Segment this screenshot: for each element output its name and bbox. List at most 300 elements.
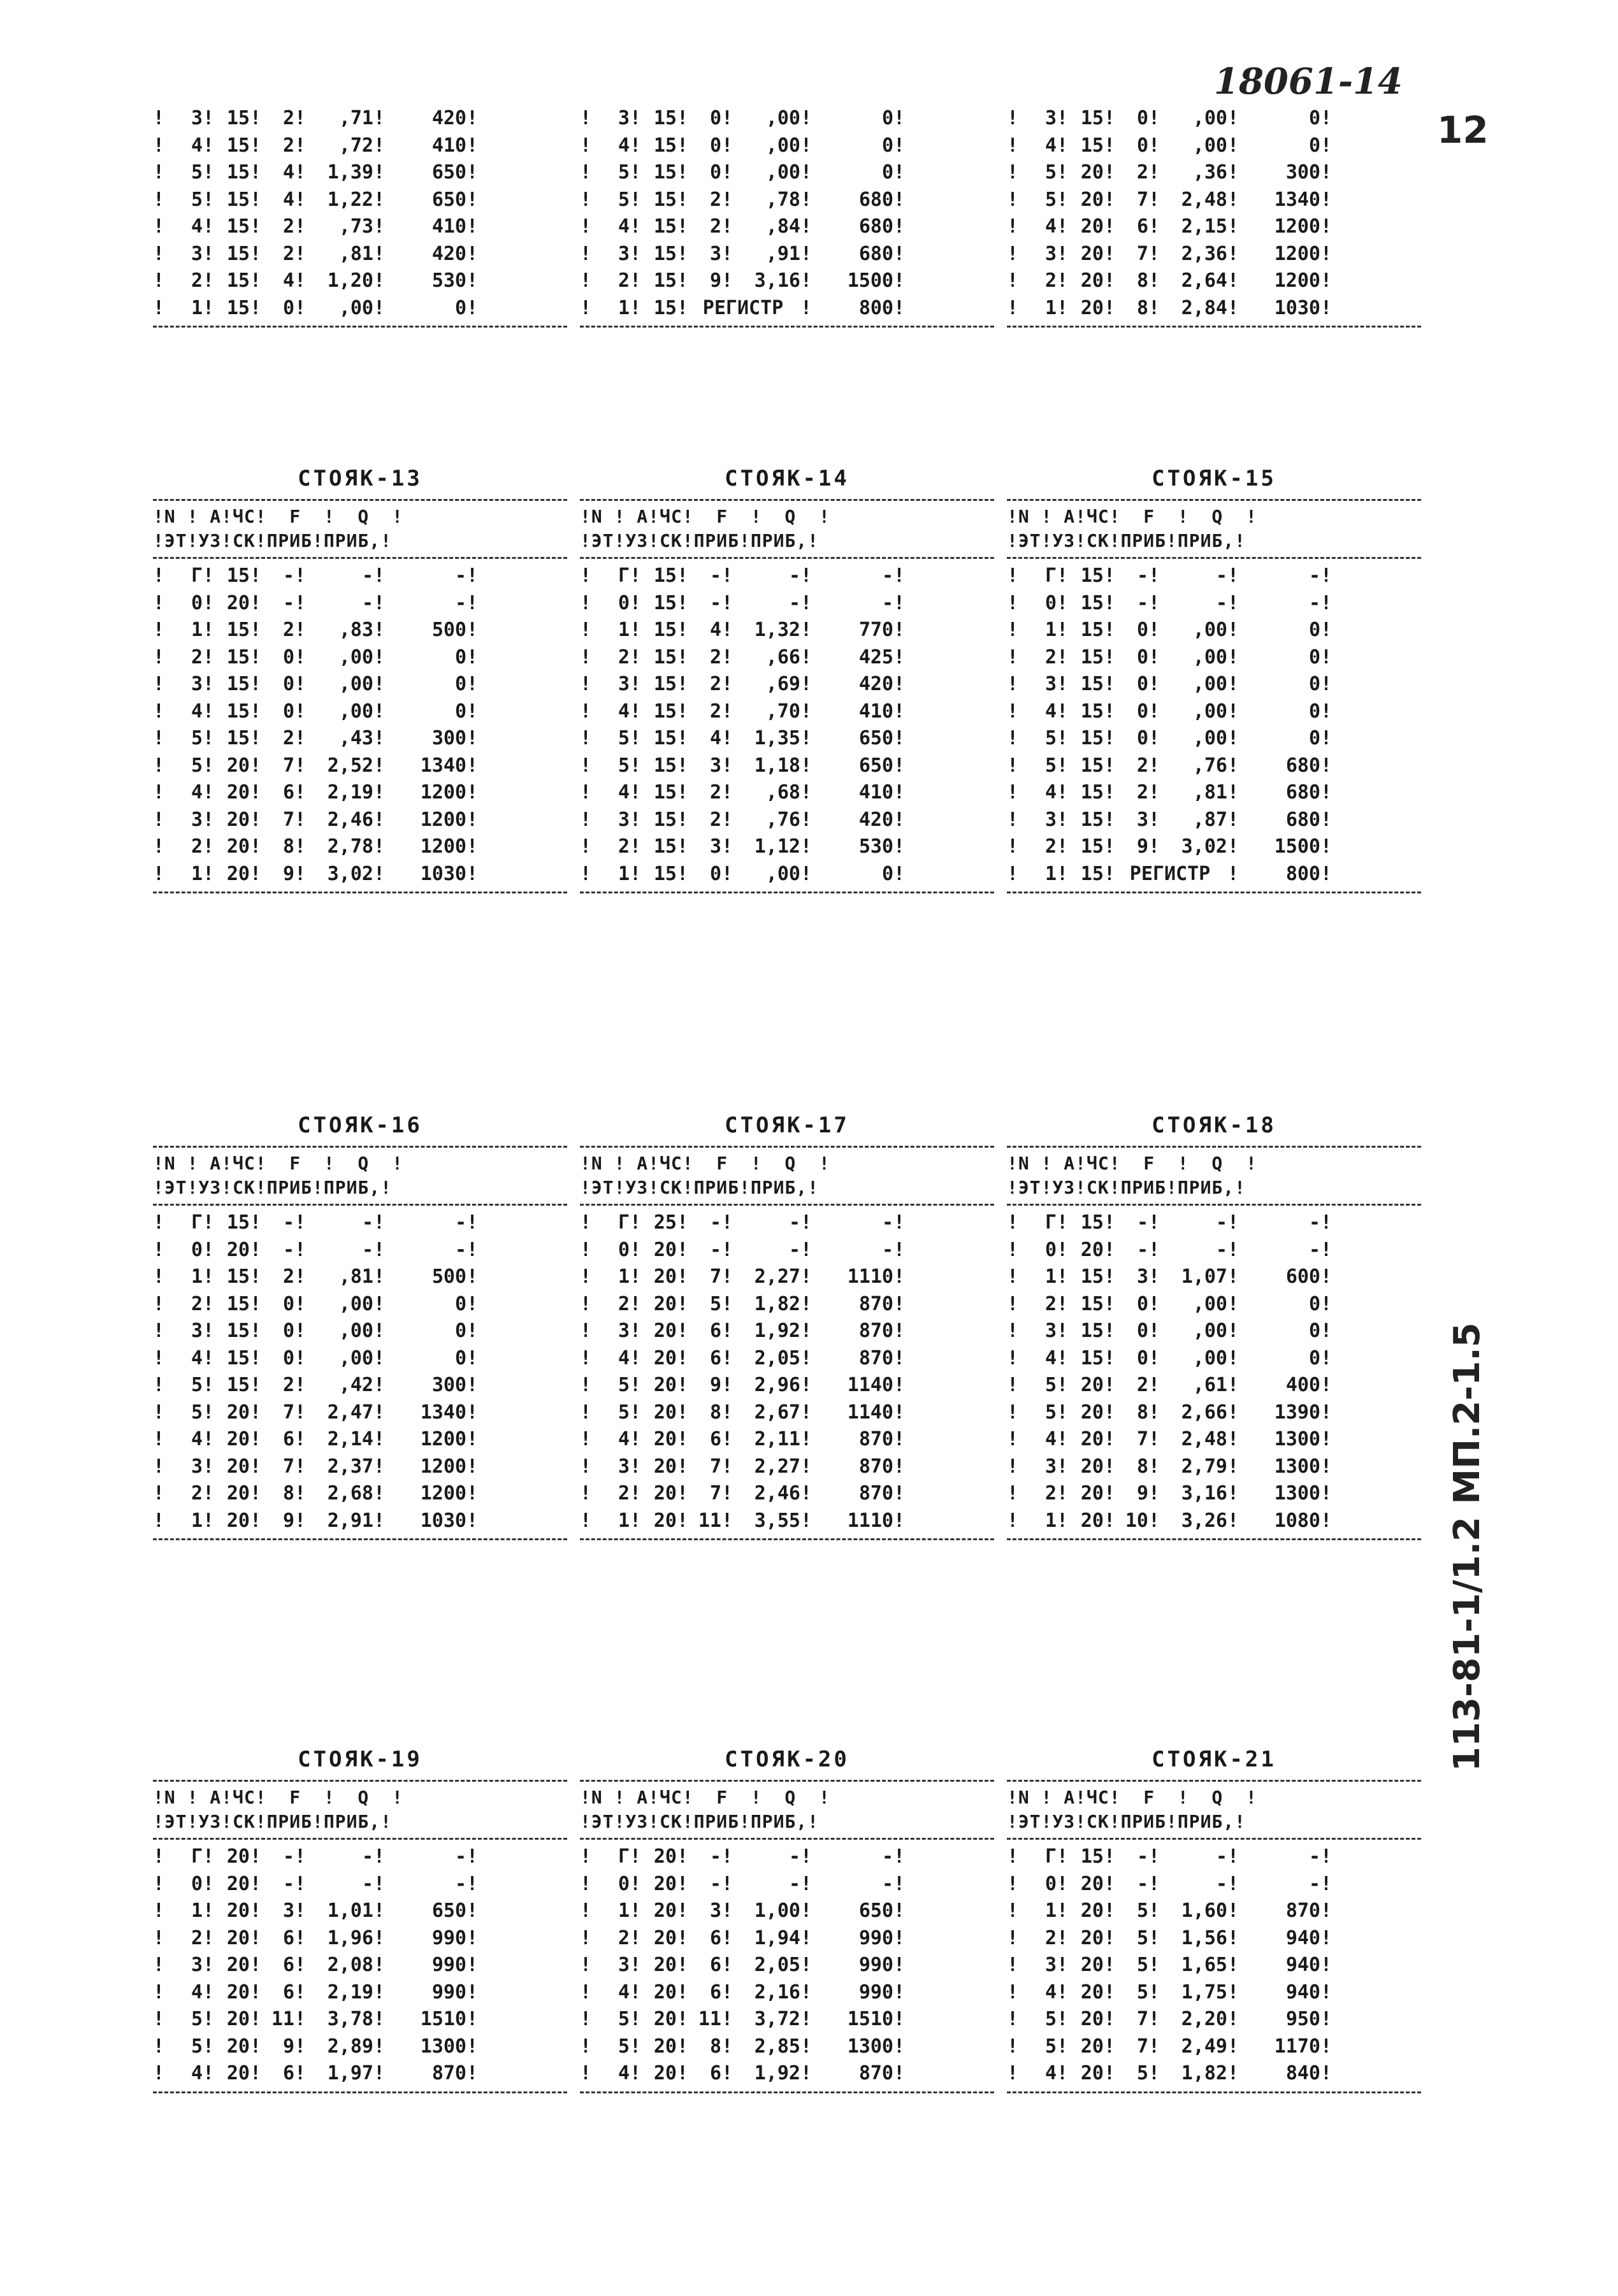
stoyak-title: СТОЯК-20 — [725, 1747, 849, 1772]
table-cell: ,00 — [765, 862, 800, 885]
dashed-separator — [1007, 2091, 1421, 2093]
table-row — [1007, 1399, 1421, 1427]
table-cell: 0 — [1308, 619, 1320, 641]
column-divider: ! — [1104, 1900, 1116, 1922]
dashed-separator — [580, 1146, 994, 1148]
table-row — [153, 698, 567, 726]
table-row — [1007, 834, 1421, 861]
column-divider: ! — [373, 2008, 386, 2030]
table-row — [153, 2060, 567, 2088]
column-divider: ! — [800, 754, 813, 777]
column-divider: ! — [630, 1211, 642, 1234]
table-cell: 990 — [431, 1981, 466, 2004]
table-cell: 4 — [191, 700, 203, 723]
column-divider: ! — [800, 296, 813, 319]
column-divider: ! — [250, 134, 262, 157]
column-divider: ! — [893, 1455, 906, 1478]
table-cell: - — [881, 1845, 893, 1868]
table-row — [1007, 105, 1421, 133]
table-cell: 2 — [1044, 1482, 1057, 1505]
column-divider: ! — [373, 1926, 386, 1949]
table-cell: 2 — [1136, 1374, 1148, 1396]
table-cell: 5 — [191, 161, 203, 184]
column-divider: ! — [677, 1926, 689, 1949]
column-divider: ! — [580, 1374, 592, 1396]
table-cell: 20 — [653, 1401, 677, 1424]
table-cell: 410 — [858, 781, 893, 804]
column-divider: ! — [203, 1900, 215, 1922]
table-cell: 7 — [1136, 2008, 1148, 2030]
column-divider: ! — [721, 1981, 733, 2004]
table-cell: 1300 — [1274, 1455, 1320, 1478]
table-cell: 2,16 — [754, 1981, 800, 2004]
column-divider: ! — [1227, 700, 1239, 723]
column-divider: ! — [580, 161, 592, 184]
column-divider: ! — [1007, 673, 1019, 695]
column-divider: ! — [893, 2062, 906, 2084]
column-divider: ! — [1227, 1455, 1239, 1478]
column-divider: ! — [721, 242, 733, 265]
table-row — [1007, 2033, 1421, 2061]
column-divider: ! — [250, 646, 262, 668]
table-cell: 15 — [653, 700, 677, 723]
column-divider: ! — [466, 1900, 479, 1922]
table-cell: 0 — [1308, 727, 1320, 749]
column-divider: ! — [721, 835, 733, 858]
table-row — [580, 698, 994, 726]
column-divider: ! — [466, 835, 479, 858]
table-cell: 1,56 — [1181, 1926, 1227, 1949]
dashed-separator — [580, 1780, 994, 1782]
column-divider: ! — [466, 1238, 479, 1261]
table-cell: 6 — [709, 1926, 721, 1949]
table-cell: 20 — [653, 1509, 677, 1532]
column-divider: ! — [1320, 270, 1333, 292]
table-cell: 15 — [653, 188, 677, 211]
column-divider: ! — [1007, 727, 1019, 749]
table-cell: 15 — [653, 270, 677, 292]
table-cell: 300 — [431, 727, 466, 749]
column-divider: ! — [580, 1211, 592, 1234]
table-row — [1007, 2006, 1421, 2033]
column-divider: ! — [1227, 1981, 1239, 2004]
column-divider: ! — [1148, 134, 1160, 157]
table-cell: 15 — [653, 673, 677, 695]
table-cell: 5 — [191, 2035, 203, 2058]
column-divider: ! — [630, 862, 642, 885]
table-row — [153, 1925, 567, 1953]
table-row — [153, 1844, 567, 1871]
table-row — [153, 1209, 567, 1237]
table-cell: 15 — [1080, 134, 1104, 157]
column-divider: ! — [294, 134, 307, 157]
column-divider: ! — [153, 1455, 165, 1478]
column-divider: ! — [1320, 1900, 1333, 1922]
table-cell: 1170 — [1274, 2035, 1320, 2058]
table-cell: 5 — [618, 1374, 630, 1396]
table-row — [1007, 1508, 1421, 1535]
column-divider: ! — [1148, 565, 1160, 587]
table-cell: 2 — [191, 270, 203, 292]
table-cell: 0 — [709, 862, 721, 885]
table-cell: 7 — [1136, 1428, 1148, 1450]
column-divider: ! — [1227, 1320, 1239, 1342]
table-cell: 2 — [191, 1926, 203, 1949]
table-cell: 2 — [282, 242, 294, 265]
table-cell: 6 — [709, 1428, 721, 1450]
column-divider: ! — [1148, 646, 1160, 668]
table-cell: 15 — [653, 808, 677, 831]
column-divider: ! — [466, 565, 479, 587]
table-row — [1007, 1291, 1421, 1318]
table-cell: 2 — [282, 619, 294, 641]
column-divider: ! — [630, 1401, 642, 1424]
table-row — [153, 753, 567, 780]
table-cell: 1,39 — [327, 161, 373, 184]
table-cell: 3 — [1044, 107, 1057, 129]
column-divider: ! — [1320, 1845, 1333, 1868]
table-cell: Г — [191, 1211, 203, 1234]
column-divider: ! — [466, 2008, 479, 2030]
table-cell: 1 — [191, 1266, 203, 1288]
column-divider: ! — [800, 242, 813, 265]
table-cell: 4 — [191, 134, 203, 157]
table-cell: 15 — [226, 270, 250, 292]
column-divider: ! — [153, 1374, 165, 1396]
column-divider: ! — [466, 1509, 479, 1532]
table-cell: 8 — [709, 2035, 721, 2058]
column-divider: ! — [677, 1900, 689, 1922]
column-divider: ! — [466, 161, 479, 184]
column-divider: ! — [721, 1845, 733, 1868]
table-cell: 15 — [1080, 591, 1104, 614]
table-row — [1007, 861, 1421, 888]
table-cell: - — [709, 591, 721, 614]
column-divider: ! — [1007, 270, 1019, 292]
column-divider: ! — [373, 1238, 386, 1261]
column-divider: ! — [250, 1401, 262, 1424]
table-cell: 2 — [709, 188, 721, 211]
table-cell: 20 — [1080, 296, 1104, 319]
column-divider: ! — [153, 727, 165, 749]
column-divider: ! — [1320, 673, 1333, 695]
column-divider: ! — [1104, 700, 1116, 723]
table-cell: - — [1215, 1211, 1227, 1234]
table-cell: 0 — [1044, 591, 1057, 614]
table-cell: 3,26 — [1181, 1509, 1227, 1532]
column-divider: ! — [1104, 1266, 1116, 1288]
column-divider: ! — [373, 1900, 386, 1922]
table-cell: 9 — [282, 862, 294, 885]
column-divider: ! — [294, 107, 307, 129]
table-rows — [580, 563, 994, 888]
column-divider: ! — [630, 1926, 642, 1949]
table-cell: - — [361, 565, 373, 587]
column-divider: ! — [373, 727, 386, 749]
column-divider: ! — [1227, 673, 1239, 695]
column-divider: ! — [1057, 1900, 1069, 1922]
table-row — [153, 2033, 567, 2061]
column-divider: ! — [1007, 1374, 1019, 1396]
table-cell: 7 — [1136, 188, 1148, 211]
table-cell: 800 — [1285, 862, 1320, 885]
table-row — [1007, 1426, 1421, 1454]
column-divider: ! — [893, 591, 906, 614]
column-divider: ! — [1148, 1266, 1160, 1288]
table-cell: 20 — [653, 2062, 677, 2084]
column-divider: ! — [203, 270, 215, 292]
table-row — [153, 1372, 567, 1399]
column-divider: ! — [677, 1292, 689, 1315]
column-divider: ! — [1057, 1926, 1069, 1949]
column-divider: ! — [800, 1482, 813, 1505]
table-cell: 2,11 — [754, 1428, 800, 1450]
table-cell: 0 — [282, 1292, 294, 1315]
table-cell: 600 — [1285, 1266, 1320, 1288]
table-column — [580, 462, 994, 897]
column-divider: ! — [800, 188, 813, 211]
dashed-separator — [1007, 557, 1421, 559]
column-divider: ! — [800, 134, 813, 157]
column-divider: ! — [1320, 242, 1333, 265]
table-cell: 2 — [282, 134, 294, 157]
table-row — [580, 241, 994, 268]
column-divider: ! — [153, 700, 165, 723]
table-row — [580, 590, 994, 617]
table-cell: 4 — [618, 1981, 630, 2004]
table-row — [153, 1952, 567, 1979]
column-divider: ! — [1007, 2062, 1019, 2084]
dashed-separator — [153, 326, 567, 328]
column-divider: ! — [203, 134, 215, 157]
dashed-separator — [580, 892, 994, 893]
table-cell: 1390 — [1274, 1401, 1320, 1424]
column-divider: ! — [721, 1292, 733, 1315]
table-cell: 5 — [1136, 1981, 1148, 2004]
column-divider: ! — [1148, 1926, 1160, 1949]
table-cell: ,00 — [1192, 700, 1227, 723]
table-cell: 20 — [1080, 1872, 1104, 1895]
column-divider: ! — [1320, 808, 1333, 831]
column-divider: ! — [373, 215, 386, 238]
column-divider: ! — [153, 2035, 165, 2058]
table-cell: 20 — [653, 1428, 677, 1450]
table-cell: - — [1215, 565, 1227, 587]
column-divider: ! — [1104, 1872, 1116, 1895]
column-divider: ! — [294, 808, 307, 831]
table-cell: 3 — [618, 242, 630, 265]
table-row — [580, 1871, 994, 1898]
table-cell: 15 — [653, 646, 677, 668]
dashed-separator — [1007, 1204, 1421, 1206]
column-divider: ! — [893, 188, 906, 211]
column-divider: ! — [203, 1926, 215, 1949]
column-divider: ! — [630, 2008, 642, 2030]
column-divider: ! — [294, 565, 307, 587]
column-divider: ! — [203, 781, 215, 804]
column-divider: ! — [893, 646, 906, 668]
table-cell: 2,67 — [754, 1401, 800, 1424]
table-cell: 4 — [1044, 134, 1057, 157]
table-cell: 1,20 — [327, 270, 373, 292]
table-cell: 20 — [653, 2035, 677, 2058]
column-divider: ! — [250, 161, 262, 184]
column-divider: ! — [203, 646, 215, 668]
table-cell: ,00 — [338, 1320, 373, 1342]
table-cell: 15 — [226, 188, 250, 211]
column-divider: ! — [800, 1292, 813, 1315]
column-divider: ! — [580, 808, 592, 831]
table-cell: 1500 — [847, 270, 893, 292]
table-cell: Г — [1044, 565, 1057, 587]
column-divider: ! — [677, 1428, 689, 1450]
table-cell: 4 — [1044, 1347, 1057, 1369]
column-divider: ! — [580, 781, 592, 804]
column-divider: ! — [1057, 2035, 1069, 2058]
column-divider: ! — [630, 215, 642, 238]
table-row — [153, 1871, 567, 1898]
table-cell: 15 — [1080, 727, 1104, 749]
table-cell: - — [881, 591, 893, 614]
dashed-separator — [153, 1780, 567, 1782]
table-cell: 4 — [1044, 2062, 1057, 2084]
table-cell: - — [361, 1211, 373, 1234]
column-header-line: !N ! А!ЧС! F ! Q ! — [1007, 1153, 1257, 1174]
column-divider: ! — [893, 781, 906, 804]
column-divider: ! — [250, 296, 262, 319]
column-divider: ! — [373, 107, 386, 129]
column-divider: ! — [1104, 835, 1116, 858]
column-divider: ! — [1057, 673, 1069, 695]
table-cell: - — [361, 1872, 373, 1895]
column-divider: ! — [800, 1509, 813, 1532]
column-divider: ! — [1057, 1238, 1069, 1261]
column-divider: ! — [294, 1266, 307, 1288]
stoyak-title: СТОЯК-13 — [298, 466, 423, 491]
column-divider: ! — [677, 2062, 689, 2084]
table-cell: 1200 — [1274, 270, 1320, 292]
column-divider: ! — [294, 1320, 307, 1342]
table-cell: 3 — [618, 808, 630, 831]
column-divider: ! — [893, 808, 906, 831]
table-cell: 680 — [858, 242, 893, 265]
table-cell: ,91 — [765, 242, 800, 265]
column-divider: ! — [721, 1926, 733, 1949]
column-header-line: !N ! А!ЧС! F ! Q ! — [1007, 506, 1257, 527]
table-cell: 20 — [1080, 270, 1104, 292]
table-cell: 15 — [226, 1292, 250, 1315]
dashed-separator — [580, 1838, 994, 1840]
table-cell: - — [1136, 1238, 1148, 1261]
column-divider: ! — [1104, 727, 1116, 749]
table-cell: 990 — [431, 1926, 466, 1949]
table-cell: 2,46 — [754, 1482, 800, 1505]
column-divider: ! — [1227, 727, 1239, 749]
column-divider: ! — [630, 591, 642, 614]
table-cell: 5 — [1136, 2062, 1148, 2084]
table-cell: 410 — [858, 700, 893, 723]
table-cell: 2,27 — [754, 1266, 800, 1288]
table-cell: 1,01 — [327, 1900, 373, 1922]
table-cell: РЕГИСТР — [702, 296, 784, 319]
table-cell: Г — [191, 1845, 203, 1868]
column-divider: ! — [893, 1954, 906, 1976]
column-divider: ! — [373, 673, 386, 695]
column-divider: ! — [721, 1266, 733, 1288]
column-divider: ! — [800, 565, 813, 587]
table-row — [580, 1979, 994, 2007]
table-column — [1007, 1743, 1421, 2097]
column-divider: ! — [203, 2062, 215, 2084]
column-divider: ! — [250, 215, 262, 238]
column-divider: ! — [677, 754, 689, 777]
column-divider: ! — [1148, 808, 1160, 831]
table-cell: 840 — [1285, 2062, 1320, 2084]
column-divider: ! — [1007, 1872, 1019, 1895]
column-divider: ! — [1057, 1374, 1069, 1396]
table-cell: - — [709, 565, 721, 587]
column-divider: ! — [1227, 188, 1239, 211]
table-cell: 1030 — [420, 1509, 466, 1532]
column-divider: ! — [1057, 215, 1069, 238]
column-divider: ! — [1148, 1401, 1160, 1424]
table-cell: 1,65 — [1181, 1954, 1227, 1976]
table-cell: 1500 — [1274, 835, 1320, 858]
column-divider: ! — [677, 1482, 689, 1505]
column-divider: ! — [1148, 1872, 1160, 1895]
column-divider: ! — [203, 835, 215, 858]
table-row — [153, 159, 567, 187]
column-divider: ! — [580, 2035, 592, 2058]
column-divider: ! — [250, 1872, 262, 1895]
table-cell: ,00 — [338, 1292, 373, 1315]
column-divider: ! — [153, 862, 165, 885]
column-divider: ! — [203, 1238, 215, 1261]
table-cell: 1030 — [420, 862, 466, 885]
column-divider: ! — [1057, 1845, 1069, 1868]
column-divider: ! — [1007, 1347, 1019, 1369]
column-divider: ! — [153, 1292, 165, 1315]
column-divider: ! — [1148, 781, 1160, 804]
column-divider: ! — [630, 727, 642, 749]
table-rows — [1007, 105, 1421, 322]
column-divider: ! — [373, 754, 386, 777]
column-divider: ! — [1227, 215, 1239, 238]
table-cell: 20 — [226, 1926, 250, 1949]
column-divider: ! — [153, 1266, 165, 1288]
table-cell: 20 — [226, 2008, 250, 2030]
column-divider: ! — [630, 2035, 642, 2058]
column-divider: ! — [1104, 161, 1116, 184]
column-divider: ! — [721, 1954, 733, 1976]
column-divider: ! — [1104, 1981, 1116, 2004]
table-cell: - — [881, 1211, 893, 1234]
column-divider: ! — [153, 270, 165, 292]
table-row — [1007, 698, 1421, 726]
column-divider: ! — [1227, 1347, 1239, 1369]
table-cell: 2 — [1044, 270, 1057, 292]
table-cell: 4 — [1044, 1981, 1057, 2004]
column-divider: ! — [294, 242, 307, 265]
column-divider: ! — [800, 215, 813, 238]
table-row — [153, 268, 567, 295]
table-cell: 4 — [191, 215, 203, 238]
table-row — [153, 1264, 567, 1291]
table-column — [580, 1743, 994, 2097]
column-divider: ! — [893, 134, 906, 157]
column-divider: ! — [153, 646, 165, 668]
column-divider: ! — [153, 1954, 165, 1976]
